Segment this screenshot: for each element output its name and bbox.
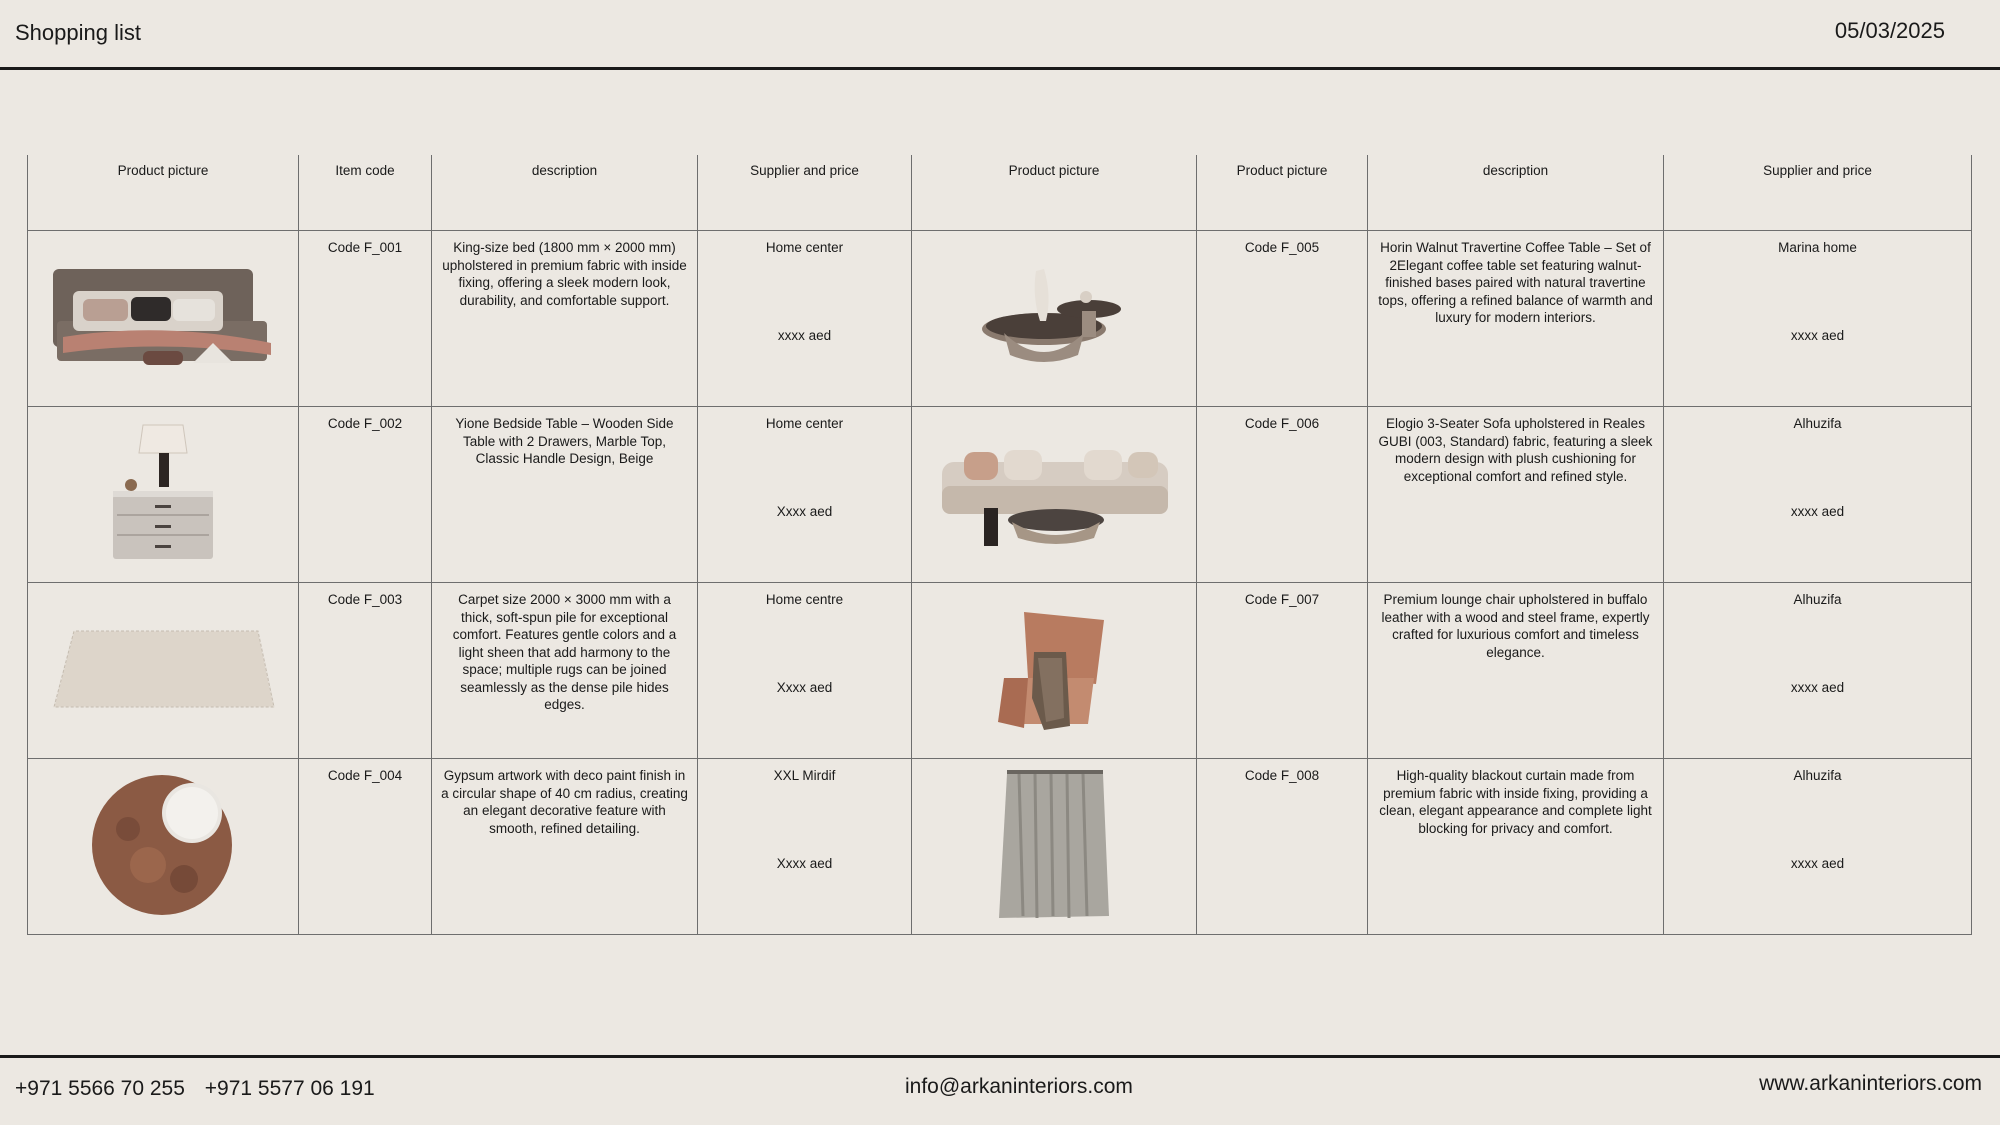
product-picture-cell [28, 583, 299, 759]
column-header: Supplier and price [1664, 155, 1972, 231]
column-header: Product picture [912, 155, 1197, 231]
supplier-price-cell [1664, 583, 1972, 759]
supplier-name: XXL Mirdif [773, 768, 836, 783]
item-description: Horin Walnut Travertine Coffee Table – Set of 2Elegant coffee table set featuring walnut-finished bases paired with natural travertine tops, offering a refined balance of warmth and luxury for modern interiors. [1368, 231, 1664, 407]
website-link[interactable]: www.arkaninteriors.com [1759, 1072, 1982, 1095]
item-description: Premium lounge chair upholstered in buffalo leather with a wood and steel frame, expertly crafted for luxurious comfort and timeless elegance. [1368, 583, 1664, 759]
price: xxxx aed [1790, 855, 1845, 871]
supplier-name: Alhuzifa [1793, 592, 1842, 607]
supplier-name: Alhuzifa [1793, 768, 1842, 783]
item-description: Elogio 3-Seater Sofa upholstered in Reales GUBI (003, Standard) fabric, featuring a sleek modern design with plush cushioning for exceptional comfort and refined style. [1368, 407, 1664, 583]
table-row [28, 407, 1972, 583]
supplier-name: Home center [765, 416, 844, 431]
spacer [707, 257, 902, 327]
column-header: Supplier and price [698, 155, 912, 231]
wall-art-image [37, 764, 289, 924]
supplier-price-cell [1664, 759, 1972, 935]
sofa-image [921, 412, 1187, 572]
item-code: Code F_004 [299, 759, 432, 935]
spacer [1673, 257, 1962, 327]
column-header: Product picture [28, 155, 299, 231]
product-picture-cell [28, 407, 299, 583]
column-header: description [432, 155, 698, 231]
price: Xxxx aed [776, 503, 833, 519]
spacer [707, 609, 902, 679]
item-code: Code F_003 [299, 583, 432, 759]
column-header: Product picture [1197, 155, 1368, 231]
item-code: Code F_002 [299, 407, 432, 583]
item-description: Yione Bedside Table – Wooden Side Table with 2 Drawers, Marble Top, Classic Handle Design, Beige [432, 407, 698, 583]
product-picture-cell [912, 231, 1197, 407]
price: Xxxx aed [776, 679, 833, 695]
spacer [1673, 433, 1962, 503]
item-code: Code F_006 [1197, 407, 1368, 583]
product-picture-cell [28, 231, 299, 407]
phone-number[interactable]: +971 5577 06 191 [204, 1077, 375, 1100]
supplier-price-cell [1664, 407, 1972, 583]
spacer [1673, 609, 1962, 679]
rug-image [37, 588, 289, 748]
page-title: Shopping list [15, 20, 141, 45]
price: xxxx aed [1790, 327, 1845, 343]
bedside-table-image [37, 412, 289, 572]
item-code: Code F_008 [1197, 759, 1368, 935]
column-header: Item code [299, 155, 432, 231]
spacer [1673, 785, 1962, 855]
price: xxxx aed [777, 327, 832, 343]
product-picture-cell [912, 583, 1197, 759]
item-description: King-size bed (1800 mm × 2000 mm) upholstered in premium fabric with inside fixing, offering a sleek modern look, durability, and comfortable support. [432, 231, 698, 407]
item-code: Code F_001 [299, 231, 432, 407]
supplier-price-cell [698, 583, 912, 759]
table-row [28, 759, 1972, 935]
supplier-name: Marina home [1778, 240, 1857, 255]
product-picture-cell [28, 759, 299, 935]
price: Xxxx aed [776, 855, 833, 871]
column-header: description [1368, 155, 1664, 231]
supplier-name: Home centre [765, 592, 844, 607]
table-row [28, 231, 1972, 407]
coffee-table-image [921, 236, 1187, 396]
item-description: Carpet size 2000 × 3000 mm with a thick, soft-spun pile for exceptional comfort. Features gentle colors and a light sheen that add harmony to the space; multiple rugs can be joined seamlessly as the dense pile hides edges. [432, 583, 698, 759]
table-row [28, 583, 1972, 759]
footer-divider [0, 1055, 2000, 1058]
email-link[interactable]: info@arkaninteriors.com [905, 1075, 1133, 1098]
item-description: High-quality blackout curtain made from premium fabric with inside fixing, providing a clean, elegant appearance and complete light blocking for privacy and comfort. [1368, 759, 1664, 935]
price: xxxx aed [1790, 679, 1845, 695]
product-picture-cell [912, 407, 1197, 583]
supplier-price-cell [1664, 231, 1972, 407]
supplier-name: Home center [765, 240, 844, 255]
spacer [707, 785, 902, 855]
page-date: 05/03/2025 [1834, 18, 1945, 43]
item-description: Gypsum artwork with deco paint finish in a circular shape of 40 cm radius, creating an elegant decorative feature with smooth, refined detailing. [432, 759, 698, 935]
supplier-price-cell [698, 759, 912, 935]
item-code: Code F_007 [1197, 583, 1368, 759]
product-picture-cell [912, 759, 1197, 935]
phone-number[interactable]: +971 5566 70 255 [15, 1077, 185, 1100]
item-code: Code F_005 [1197, 231, 1368, 407]
supplier-name: Alhuzifa [1793, 416, 1842, 431]
bed-image [37, 236, 289, 396]
shopping-table [27, 155, 1972, 935]
curtain-image [921, 764, 1187, 924]
lounge-chair-image [921, 588, 1187, 748]
supplier-price-cell [698, 407, 912, 583]
price: xxxx aed [1790, 503, 1845, 519]
spacer [707, 433, 902, 503]
phone-numbers [15, 1077, 389, 1101]
header-divider [0, 67, 2000, 70]
supplier-price-cell [698, 231, 912, 407]
table-header-row [28, 155, 1972, 231]
